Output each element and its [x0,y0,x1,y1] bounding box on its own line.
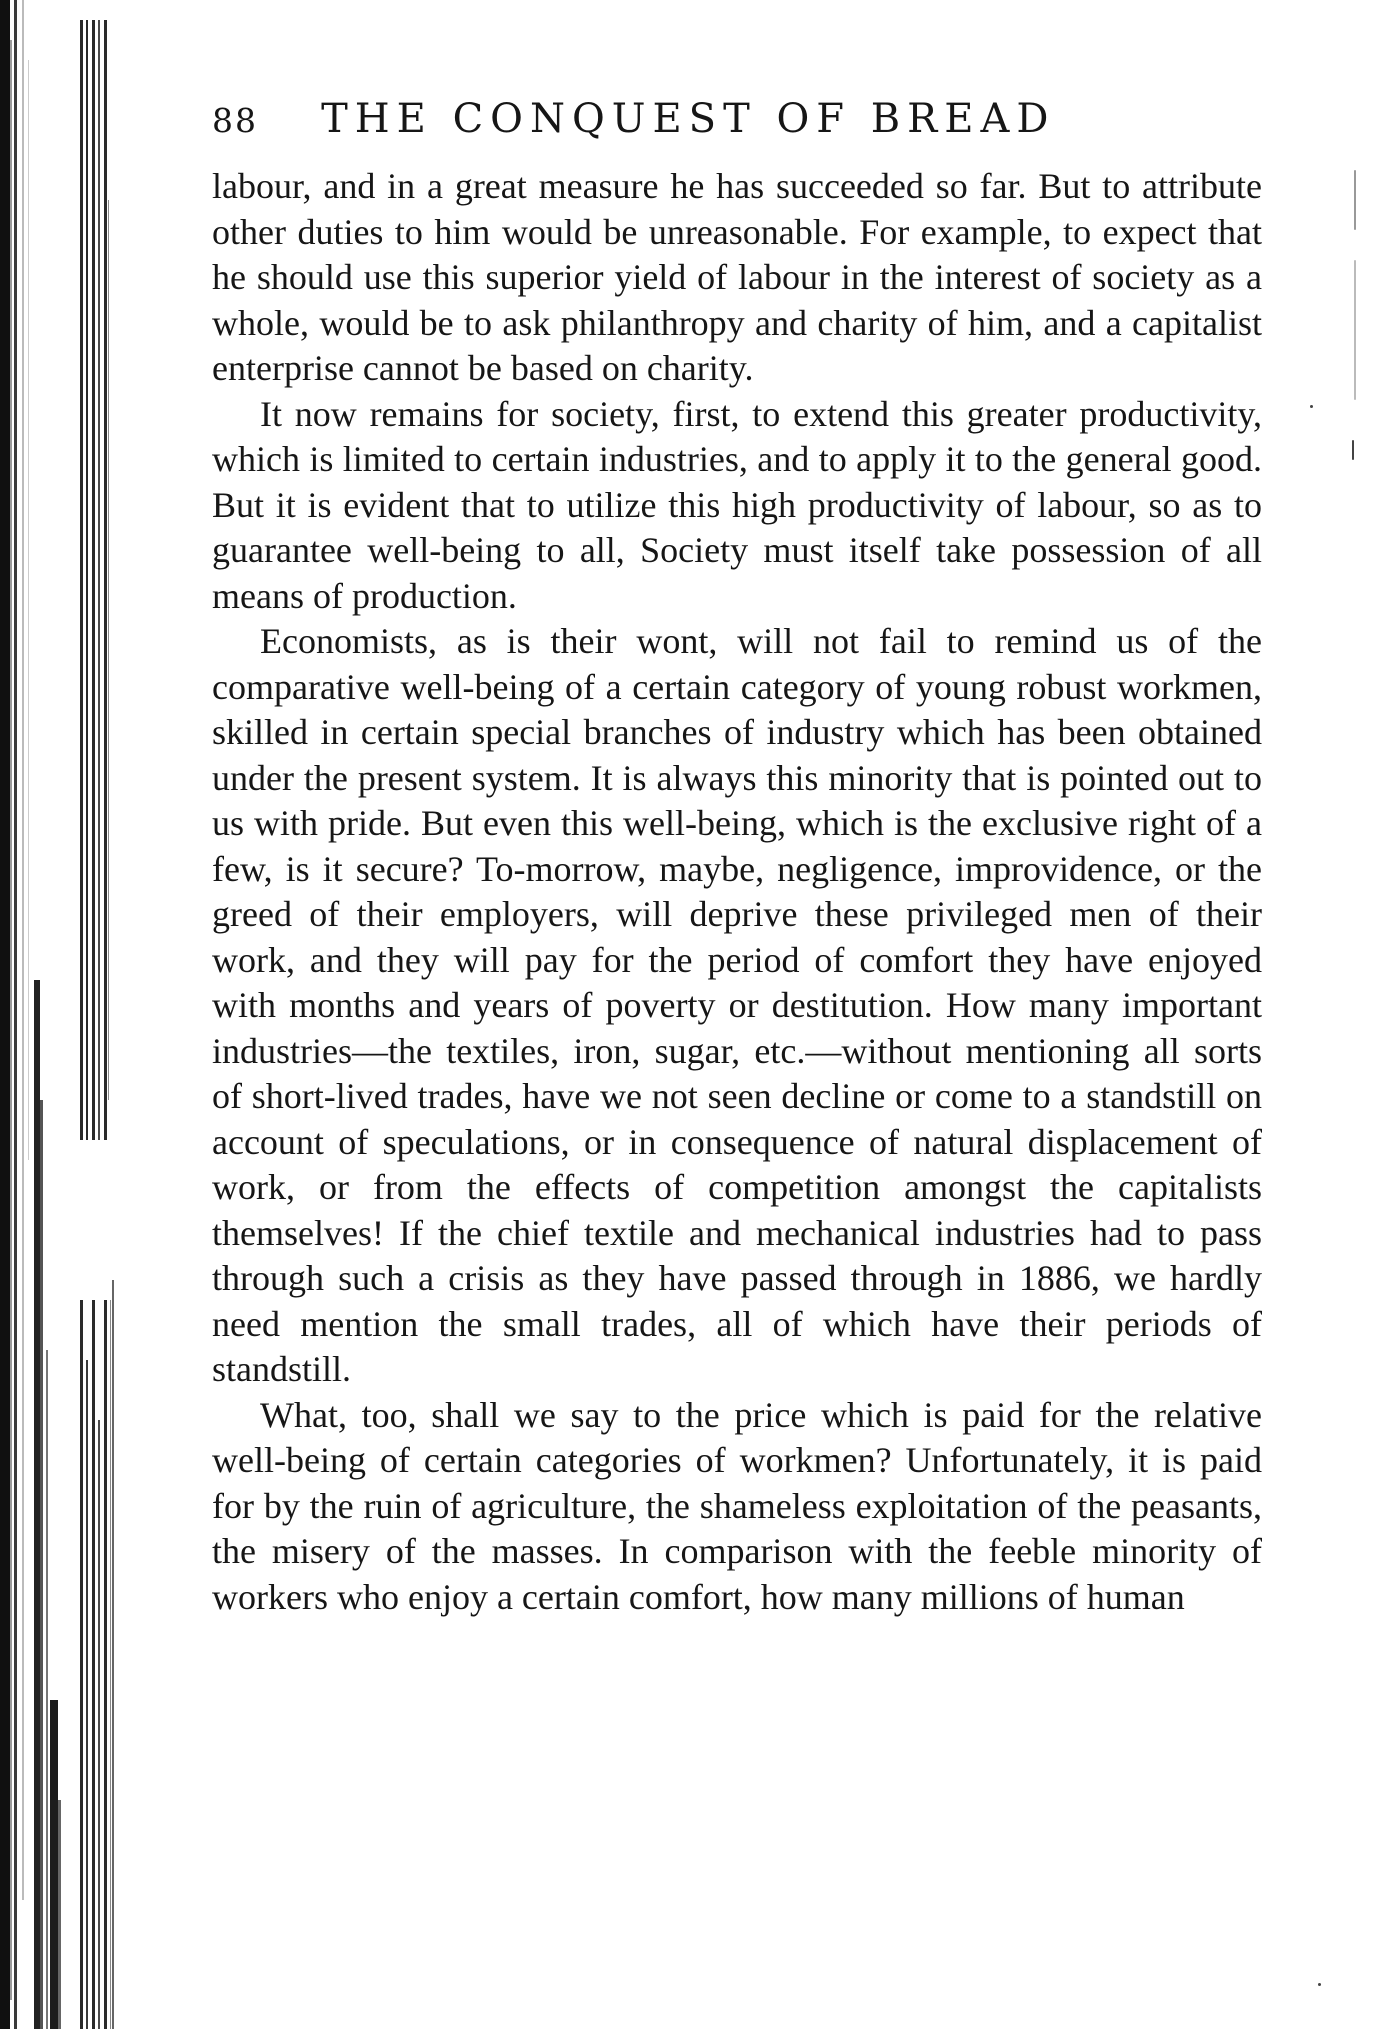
page-number: 88 [212,101,258,140]
paragraph-4: What, too, shall we say to the price which is paid for the relative well-being of certain categories of workmen? Unfortunately, it is paid for by the ruin of agriculture, the shameless exploitation of the peasants, the misery of the masses. In comparison with the feeble minority of workers who enjoy a certain comfort, how many millions of human [212,1394,1262,1617]
scan-speck [1352,440,1354,460]
body-text [212,164,1262,1620]
scan-speck [1354,260,1356,400]
paragraph-1: labour, and in a great measure he has succeeded so far. But to attribute other duties to him would be unreasonable. For example, to expect that he should use this superior yield of labour in the interest of society as a whole, would be to ask philanthropy and charity of him, and a capitalist enterprise cannot be based on charity. [212,166,1262,388]
running-head-title: THE CONQUEST OF BREAD [321,96,1056,142]
scanned-binding-edge [0,0,120,2029]
binding-shadow-graphic [0,0,120,2029]
scan-speck [1318,1983,1321,1986]
page-header [212,96,1262,142]
paragraph-3: Economists, as is their wont, will not fail to remind us of the comparative well-being of a certain category of young robust workmen, skilled in certain special branches of industry which has been obtained under the present system. It is always this minority that is pointed out to us with pride. But even this well-being, which is the exclusive right of a few, is it secure? To-morrow, maybe, negligence, improvidence, or the greed of their employers, will deprive these privileged men of their work, and they will pay for the period of comfort they have enjoyed with months and years of poverty or destitution. How many important industries—the textiles, iron, sugar, etc.—without mentioning all sorts of short-lived trades, have we not seen decline or come to a standstill on account of speculations, or in consequence of natural displacement of work, or from the effects of competition amongst the capitalists themselves! If the chief textile and mechanical industries had to pass through such a crisis as they have passed through in 1886, we hardly need mention the small trades, all of which have their periods of standstill. [212,621,1262,1389]
scan-speck [1310,405,1313,408]
paragraph-2: It now remains for society, first, to extend this greater productivity, which is limited to certain industries, and to apply it to the general good. But it is evident that to utilize this high productivity of labour, so as to guarantee well-being to all, Society must itself take possession of all means of production. [212,393,1262,616]
scan-speck [1354,170,1356,230]
